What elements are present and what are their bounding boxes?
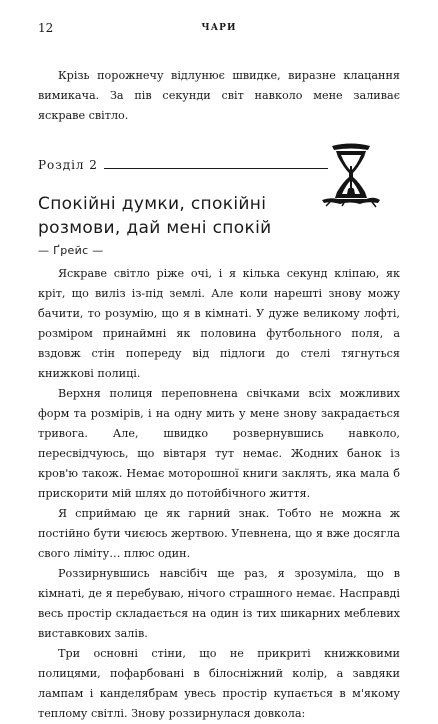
body-paragraph: Три основні стіни, що не прикриті книжковими полицями, пофарбовані в білосніжний колір, а завдяки лампам і канделябрам увесь простір купається в м'якому теплому світлі. Знову роззирнулася довкола: <box>38 647 400 720</box>
body-paragraph: Верхня полиця переповнена свічками всіх можливих форм та розмірів, і на одну мить у мене знову закрадається тривога. Але, швидко розвернувшись навколо, пересвідчуюсь, що вівтаря тут немає. Жодних банок із кров'ю також. Немає моторошної книги заклять, яка мала б прискорити мій шлях до потойбічного життя. <box>38 387 400 500</box>
chapter-body <box>38 264 400 724</box>
narrator-name: — Ґрейс — <box>38 244 104 257</box>
running-head: ЧАРИ <box>201 23 237 33</box>
chapter-title: Спокійні думки, спокійні розмови, дай мені спокій <box>38 194 272 238</box>
chapter-label: Розділ 2 <box>38 158 98 172</box>
hourglass-icon <box>320 140 382 208</box>
page-header <box>38 20 400 36</box>
body-paragraph: Яскраве світло ріже очі, і я кілька секунд кліпаю, як кріт, що виліз із-під землі. Але коли нарешті знову можу бачити, то розумію, що я в кімнаті. У дуже великому лофті, розміром принаймні як половина футбольного поля, а вздовж стін попереду від підлоги до стелі тягнуться книжкові полиці. <box>38 267 400 380</box>
body-paragraph: Роззирнувшись навсібіч ще раз, я зрозуміла, що в кімнаті, де я перебуваю, нічого страшного немає. Насправді весь простір складається на один із тих шикарних меблевих виставкових залів. <box>38 567 400 640</box>
opening-paragraph: Крізь порожнечу відлунює швидке, виразне клацання вимикача. За пів секунди світ навколо мене заливає яскраве світло. <box>38 69 400 122</box>
chapter-rule <box>104 168 328 169</box>
body-paragraph: Я сприймаю це як гарний знак. Тобто не можна ж постійно бути чиєюсь жертвою. Упевнена, що я вже досягла свого ліміту… плюс один. <box>38 507 400 560</box>
page-number: 12 <box>38 21 54 35</box>
